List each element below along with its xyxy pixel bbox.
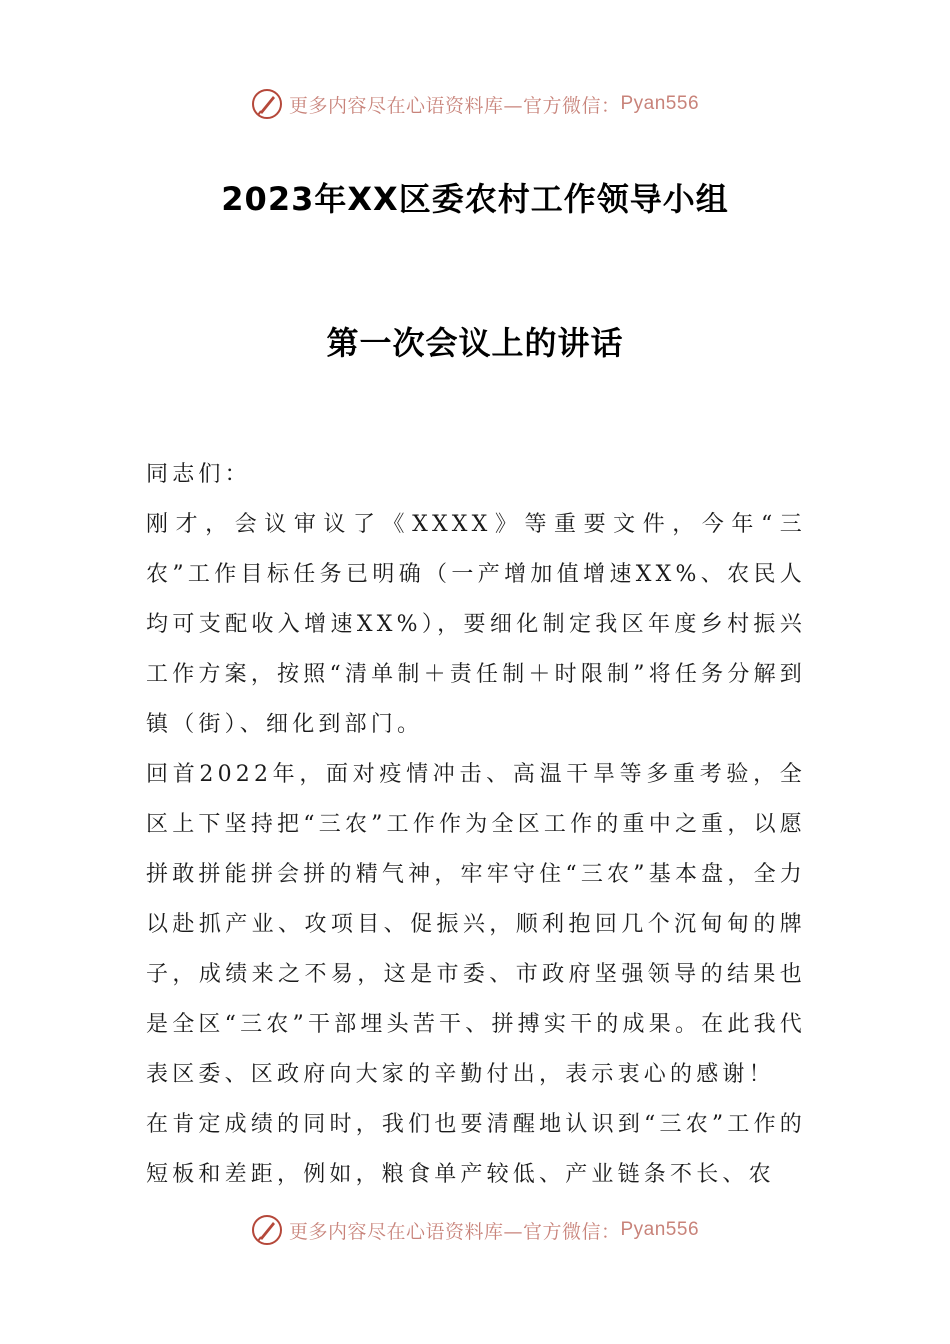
quill-pen-logo-icon — [251, 88, 283, 120]
watermark-text: 更多内容尽在心语资料库—官方微信： — [288, 1220, 621, 1243]
paragraph: 回首2022年，面对疫情冲击、高温干旱等多重考验，全区上下坚持把“三农”工作作为全区工作的重中之重，以愿拼敢拼能拼会拼的精气神，牢牢守住“三农”基本盘，全力以赴抓产业、攻项目、促振兴，顺利抱回几个沉甸甸的牌子，成绩来之不易，这是市委、市政府坚强领导的结果也是全区“三农”干部埋头苦干、拼搏实干的成果。在此我代表区委、区政府向大家的辛勤付出，表示衷心的感谢！ — [146, 762, 806, 1087]
watermark-header — [0, 84, 950, 124]
watermark-text: 更多内容尽在心语资料库—官方微信： — [288, 94, 621, 117]
watermark-footer — [0, 1210, 950, 1250]
watermark-wechat-id: Pyan556 — [620, 93, 700, 114]
document-body — [146, 450, 806, 1200]
document-title-line-1: 2023年XX区委农村工作领导小组 — [221, 180, 729, 218]
document-title-line-2: 第一次会议上的讲话 — [326, 324, 624, 362]
quill-pen-logo-icon — [251, 1214, 283, 1246]
paragraph: 刚才，会议审议了《XXXX》等重要文件，今年“三农”工作目标任务已明确（一产增加值增速XX%、农民人均可支配收入增速XX%），要细化制定我区年度乡村振兴工作方案，按照“清单制＋责任制＋时限制”将任务分解到镇（街）、细化到部门。 — [146, 512, 806, 737]
salutation: 同志们： — [146, 462, 251, 487]
paragraph: 在肯定成绩的同时，我们也要清醒地认识到“三农”工作的短板和差距，例如，粮食单产较低、产业链条不长、农 — [146, 1112, 806, 1187]
watermark-wechat-id: Pyan556 — [620, 1219, 700, 1240]
